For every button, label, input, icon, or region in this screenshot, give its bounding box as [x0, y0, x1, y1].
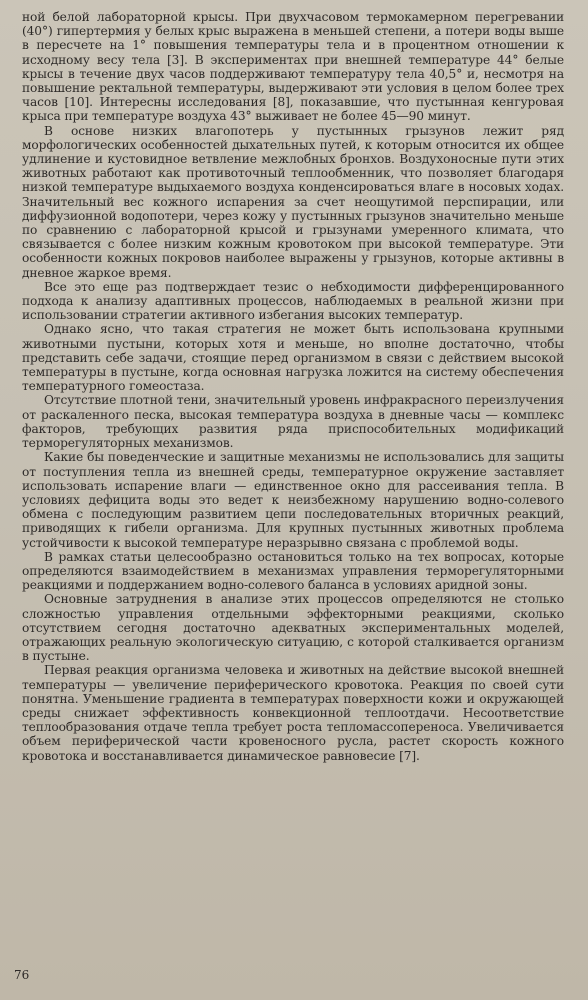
paragraph: Какие бы поведенческие и защитные механизмы не использовались для защиты от поступления тепла из внешней среды, температурное окружение заставляет использовать испарение влаги — единственное окно для рассеивания тепла. В условиях дефицита воды это ведет к неизбежному нарушению водно-солевого обмена с последующим развитием цепи последовательных вторичных реакций, приводящих к гибели организма. Для крупных пустынных животных проблема устойчивости к высокой температуре неразрывно связана с проблемой воды.	[22, 450, 564, 550]
paragraph: Все это еще раз подтверждает тезис о небходимости дифференцированного подхода к анализу адаптивных процессов, наблюдаемых в реальной жизни при использовании стратегии активного избегания высоких температур.	[22, 279, 564, 323]
paragraph: ной белой лабораторной крысы. При двухчасовом термокамерном перегревании (40°) гипертермия у белых крыс выражена в меньшей степени, а потери воды выше в пересчете на 1° повышения температуры тела и в процентном отношении к исходному весу тела [3]. В экспериментах при внешней температуре 44° белые крысы в течение двух часов поддерживают температуру тела 40,5° и, несмотря на повышение ректальной температуры, выдерживают эти условия в целом более трех часов [10]. Интересны исследования [8], показавшие, что пустынная кенгуровая крыса при температуре воздуха 43° выживает не более 45—90 минут.	[22, 10, 564, 124]
paragraph: Отсутствие плотной тени, значительный уровень инфракрасного переизлучения от раскаленного песка, высокая температура воздуха в дневные часы — комплекс факторов, требующих развития ряда приспособительных модификаций терморегуляторных механизмов.	[22, 393, 564, 451]
paragraph: В основе низких влагопотерь у пустынных грызунов лежит ряд морфологических особенностей дыхательных путей, к которым относится их общее удлинение и кустовидное ветвление межлобных бронхов. Воздухоносные пути этих животных работают как противоточный теплообменник, что позволяет благодаря низкой температуре выдыхаемого воздуха конденсироваться влаге в носовых ходах. Значительный вес кожного испарения за счет неощутимой перспирации, или диффузионной водопотери, через кожу у пустынных грызунов значительно меньше по сравнению с лабораторной крысой и грызунами умеренного климата, что связывается с более низким кожным кровотоком при высокой температуре. Эти особенности кожных покровов наиболее выражены у грызунов, которые активны в дневное жаркое время.	[22, 123, 564, 280]
paragraph: В рамках статьи целесообразно остановиться только на тех вопросах, которые определяются взаимодействием в механизмах управления терморегуляторными реакциями и поддержанием водно-солевого баланса в условиях аридной зоны.	[22, 549, 564, 593]
page-text	[22, 10, 564, 763]
page-number: 76	[14, 968, 30, 982]
paragraph: Основные затруднения в анализе этих процессов определяются не столько сложностью управления отдельными эффекторными реакциями, сколько отсутствием сегодня достаточно адекватных экспериментальных моделей, отражающих реальную экологическую ситуацию, с которой сталкивается организм в пустыне.	[22, 592, 564, 664]
paragraph: Первая реакция организма человека и животных на действие высокой внешней температуры — увеличение периферического кровотока. Реакция по своей сути понятна. Уменьшение градиента в температурах поверхности кожи и окружающей среды снижает эффективность конвекционной теплоотдачи. Несоответствие теплообразования отдаче тепла требует роста тепломассопереноса. Увеличивается объем периферической части кровеносного русла, растет скорость кожного кровотока и восстанавливается динамическое равновесие [7].	[22, 663, 564, 763]
paragraph: Однако ясно, что такая стратегия не может быть использована крупными животными пустыни, которых хотя и меньше, но вполне достаточно, чтобы представить себе задачи, стоящие перед организмом в связи с действием высокой температуры в пустыне, когда основная нагрузка ложится на систему обеспечения температурного гомеостаза.	[22, 322, 564, 394]
